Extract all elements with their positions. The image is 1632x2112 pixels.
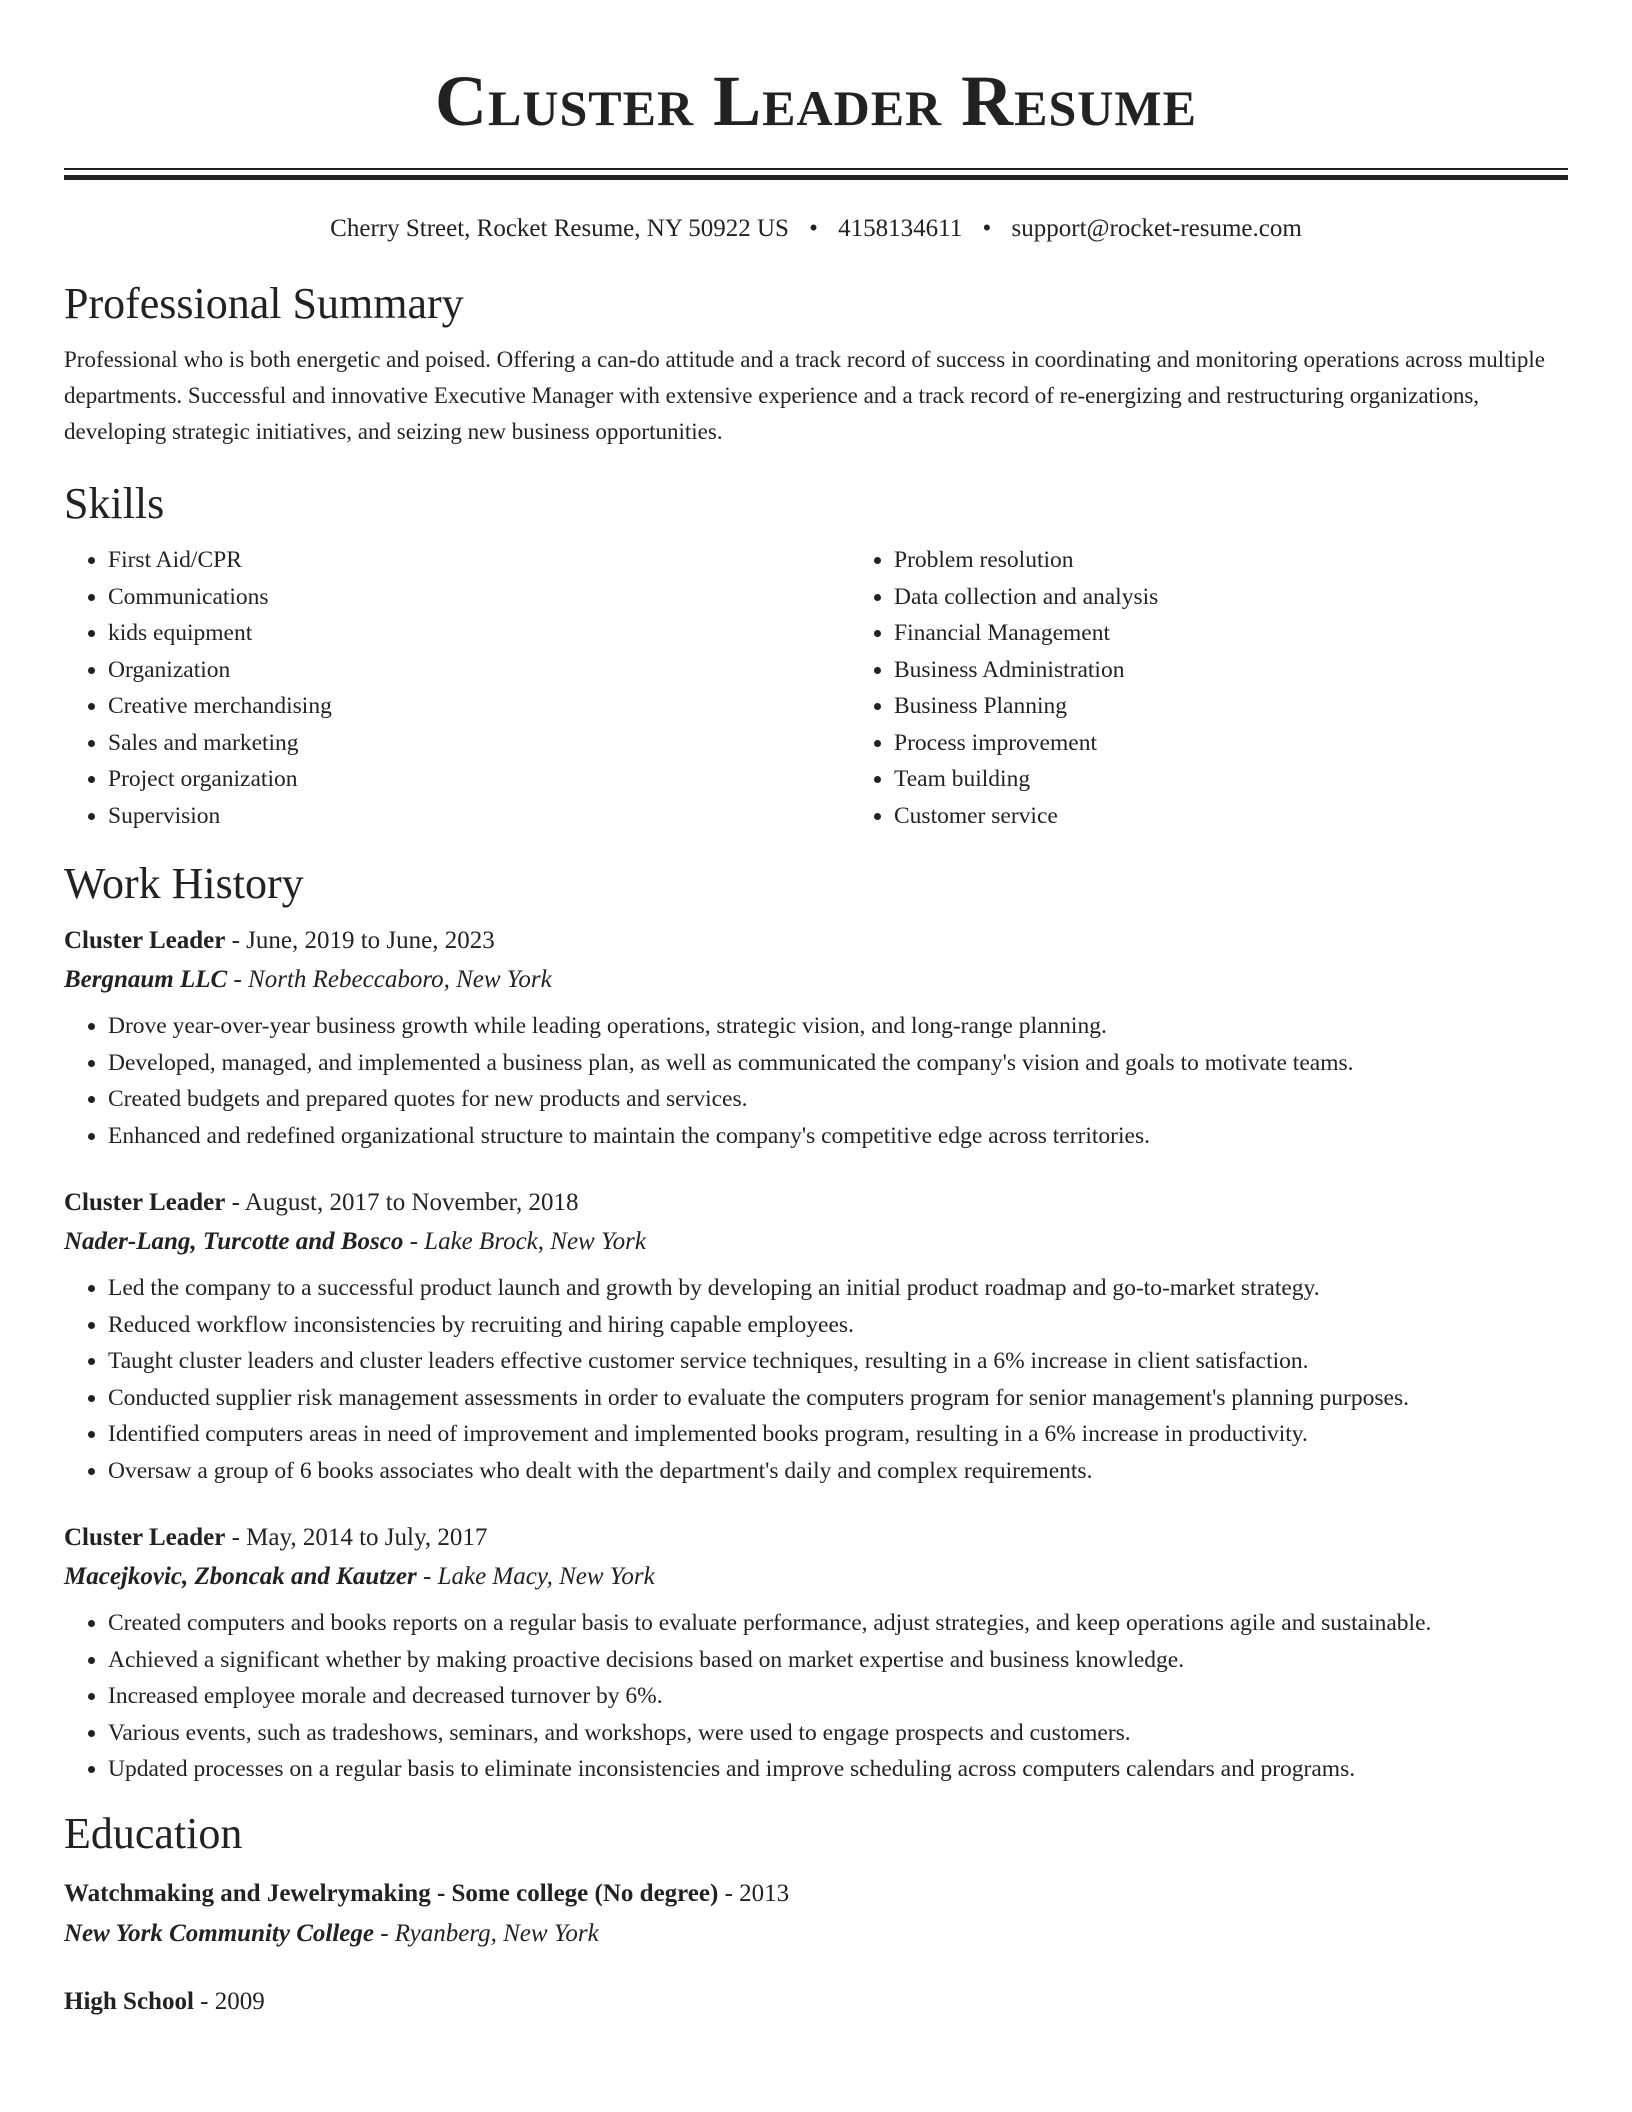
education-year: - 2009 xyxy=(200,1987,265,2015)
job-location: - Lake Macy, New York xyxy=(423,1563,655,1590)
work-history-section xyxy=(64,858,1568,1788)
job-company-line xyxy=(64,960,1568,1000)
skill-item: • Data collection and analysis xyxy=(894,579,1632,616)
summary-text: Professional who is both energetic and poised. Offering a can-do attitude and a track record of success in coordinating and monitoring operations across multiple departments. Successful and innovative Executive Manager with extensive experience and a track record of re-energizing and restructuring organizations, developing strategic initiatives, and seizing new business opportunities. xyxy=(64,347,1545,444)
contact-separator: • xyxy=(809,215,818,242)
skill-item: • kids equipment xyxy=(108,615,850,652)
skill-item: • Creative merchandising xyxy=(108,688,850,725)
skill-item: • Sales and marketing xyxy=(108,725,850,762)
education-year: - 2013 xyxy=(724,1879,790,1907)
job-entry xyxy=(64,922,1568,1154)
skill-item: • First Aid/CPR xyxy=(108,542,850,579)
job-bullet: • Oversaw a group of 6 books associates who dealt with the department's daily and complex requirements. xyxy=(108,1453,1568,1490)
job-location: - North Rebeccaboro, New York xyxy=(233,966,552,993)
skills-columns xyxy=(64,542,1568,834)
education-entry xyxy=(64,1982,1568,2022)
job-header xyxy=(64,922,1568,960)
job-bullet: • Conducted supplier risk management assessments in order to evaluate the computers program for senior management's planning purposes. xyxy=(108,1380,1568,1417)
job-bullets xyxy=(64,1008,1568,1154)
contact-line xyxy=(64,214,1568,244)
job-company: Macejkovic, Zboncak and Kautzer xyxy=(64,1563,417,1590)
job-bullet: • Achieved a significant whether by making proactive decisions based on market expertise and business knowledge. xyxy=(108,1642,1568,1679)
title-divider-thick xyxy=(64,175,1568,180)
skills-section xyxy=(64,478,1568,834)
education-entry xyxy=(64,1874,1568,1954)
job-dates: - May, 2014 to July, 2017 xyxy=(231,1524,488,1551)
contact-address: Cherry Street, Rocket Resume, NY 50922 US xyxy=(330,215,789,242)
job-bullet: • Created budgets and prepared quotes for new products and services. xyxy=(108,1081,1568,1118)
education-location: - Ryanberg, New York xyxy=(380,1919,599,1947)
job-bullet: • Developed, managed, and implemented a business plan, as well as communicated the company's vision and goals to motivate teams. xyxy=(108,1045,1568,1082)
skills-heading: Skills xyxy=(64,479,165,528)
skill-item: • Financial Management xyxy=(894,615,1632,652)
education-heading: Education xyxy=(64,1808,243,1858)
job-bullet: • Drove year-over-year business growth while leading operations, strategic vision, and long-range planning. xyxy=(108,1008,1568,1045)
skill-item: • Customer service xyxy=(894,798,1632,835)
skill-item: • Process improvement xyxy=(894,725,1632,762)
skills-list-left xyxy=(64,542,850,834)
skill-item: • Organization xyxy=(108,652,850,689)
job-entry xyxy=(64,1184,1568,1489)
job-company: Bergnaum LLC xyxy=(64,966,228,993)
contact-email: support@rocket-resume.com xyxy=(1011,215,1302,242)
job-header xyxy=(64,1184,1568,1222)
job-bullet: • Created computers and books reports on a regular basis to evaluate performance, adjust strategies, and keep operations agile and sustainable. xyxy=(108,1605,1568,1642)
skill-item: • Business Administration xyxy=(894,652,1632,689)
summary-section xyxy=(64,278,1568,450)
skills-list-right xyxy=(850,542,1632,834)
contact-phone: 4158134611 xyxy=(838,215,963,242)
education-degree: High School xyxy=(64,1987,194,2015)
job-company: Nader-Lang, Turcotte and Bosco xyxy=(64,1228,404,1255)
job-header xyxy=(64,1519,1568,1557)
education-degree-line xyxy=(64,1982,1568,2022)
job-dates: - June, 2019 to June, 2023 xyxy=(231,927,495,954)
resume-title: Cluster Leader Resume xyxy=(435,61,1197,141)
job-title: Cluster Leader xyxy=(64,927,226,954)
job-bullet: • Updated processes on a regular basis to eliminate inconsistencies and improve scheduling across computers calendars and programs. xyxy=(108,1751,1568,1788)
job-bullet: • Various events, such as tradeshows, seminars, and workshops, were used to engage prospects and customers. xyxy=(108,1715,1568,1752)
job-dates: - August, 2017 to November, 2018 xyxy=(231,1189,579,1216)
skill-item: • Team building xyxy=(894,761,1632,798)
job-bullet: • Enhanced and redefined organizational structure to maintain the company's competitive edge across territories. xyxy=(108,1118,1568,1155)
education-school: New York Community College xyxy=(64,1919,374,1947)
job-entry xyxy=(64,1519,1568,1788)
skill-item: • Project organization xyxy=(108,761,850,798)
title-divider-thin xyxy=(64,168,1568,170)
job-company-line xyxy=(64,1557,1568,1597)
work-history-heading: Work History xyxy=(64,859,304,908)
job-bullet: • Identified computers areas in need of improvement and implemented books program, resulting in a 6% increase in productivity. xyxy=(108,1416,1568,1453)
skill-item: • Supervision xyxy=(108,798,850,835)
skill-item: • Problem resolution xyxy=(894,542,1632,579)
education-degree-line xyxy=(64,1874,1568,1914)
skill-item: • Business Planning xyxy=(894,688,1632,725)
education-school-line xyxy=(64,1914,1568,1954)
contact-separator: • xyxy=(982,215,992,242)
education-degree: Watchmaking and Jewelrymaking - Some college (No degree) xyxy=(64,1879,719,1907)
job-title: Cluster Leader xyxy=(64,1524,226,1551)
job-title: Cluster Leader xyxy=(64,1189,226,1216)
job-bullet: • Led the company to a successful product launch and growth by developing an initial product roadmap and go-to-market strategy. xyxy=(108,1270,1568,1307)
job-bullets xyxy=(64,1605,1568,1788)
job-bullet: • Reduced workflow inconsistencies by recruiting and hiring capable employees. xyxy=(108,1307,1568,1344)
summary-heading: Professional Summary xyxy=(64,279,464,328)
job-bullet: • Increased employee morale and decreased turnover by 6%. xyxy=(108,1678,1568,1715)
job-bullets xyxy=(64,1270,1568,1489)
job-location: - Lake Brock, New York xyxy=(409,1228,646,1255)
job-bullet: • Taught cluster leaders and cluster leaders effective customer service techniques, resulting in a 6% increase in client satisfaction. xyxy=(108,1343,1568,1380)
job-company-line xyxy=(64,1222,1568,1262)
skill-item: • Communications xyxy=(108,579,850,616)
education-section xyxy=(64,1808,1568,2022)
